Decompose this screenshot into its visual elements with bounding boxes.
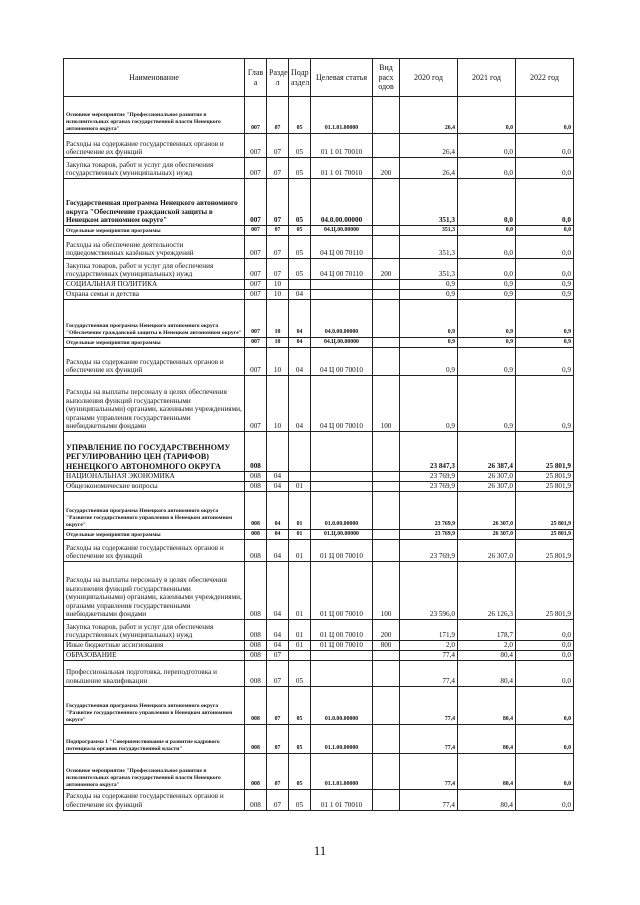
row-podrazdel (289, 280, 311, 290)
row-value-2020: 23 769,9 (400, 540, 458, 562)
row-razdel: 07 (267, 724, 289, 753)
header-target-article: Целевая статья (311, 59, 373, 97)
table-row (64, 236, 574, 259)
row-value-2022: 0,9 (516, 280, 574, 290)
row-name: Подпрограмма 1 "Совершенствование и развитие кадрового потенциала органов государственной власти" (64, 724, 245, 753)
row-value-2021: 80,4 (458, 753, 516, 789)
row-target-article (311, 650, 373, 660)
table-row (64, 226, 574, 236)
row-target-article: 04.0.00.00000 (311, 179, 373, 226)
row-value-2022: 0,0 (516, 660, 574, 686)
row-razdel: 07 (267, 158, 289, 179)
row-name: Основное мероприятие "Профессиональное развитие в исполнительных органах государственной власти Ненецкого автономного округа" (64, 753, 245, 789)
row-podrazdel: 05 (289, 753, 311, 789)
row-name: Отдельные мероприятия программы (64, 530, 245, 540)
row-podrazdel: 05 (289, 158, 311, 179)
row-glava: 008 (245, 650, 267, 660)
row-razdel: 07 (267, 650, 289, 660)
row-podrazdel: 01 (289, 492, 311, 530)
row-value-2021: 80,4 (458, 789, 516, 810)
row-glava: 008 (245, 530, 267, 540)
row-value-2021: 0,9 (458, 290, 516, 300)
row-podrazdel: 04 (289, 348, 311, 376)
row-target-article: 04 Ц 00 70010 (311, 348, 373, 376)
header-year-2020: 2020 год (400, 59, 458, 97)
row-target-article (311, 280, 373, 290)
row-value-2022: 0,0 (516, 753, 574, 789)
row-value-2020: 0,9 (400, 338, 458, 348)
row-target-article: 04.0.00.00000 (311, 300, 373, 338)
row-target-article: 01.1.01.00000 (311, 753, 373, 789)
row-podrazdel: 05 (289, 724, 311, 753)
row-target-article: 01.0.00.00000 (311, 492, 373, 530)
table-row (64, 660, 574, 686)
table-row (64, 530, 574, 540)
table-row (64, 280, 574, 290)
row-value-2021: 0,0 (458, 158, 516, 179)
row-razdel: 07 (267, 97, 289, 134)
row-name: Отдельные мероприятия программы (64, 226, 245, 236)
row-value-2020: 77,4 (400, 650, 458, 660)
row-target-article: 01 1 01 70010 (311, 789, 373, 810)
row-glava: 007 (245, 259, 267, 280)
row-value-2020: 23 769,9 (400, 472, 458, 482)
header-year-2022: 2022 год (516, 59, 574, 97)
row-value-2021: 26 307,0 (458, 540, 516, 562)
table-row (64, 338, 574, 348)
row-value-2020: 23 769,9 (400, 482, 458, 492)
row-razdel: 07 (267, 686, 289, 724)
row-name: Иные бюджетные ассигнования (64, 641, 245, 651)
row-razdel: 07 (267, 660, 289, 686)
row-value-2020: 0,9 (400, 300, 458, 338)
row-name: ОБРАЗОВАНИЕ (64, 650, 245, 660)
row-expense-type (373, 724, 400, 753)
table-row (64, 620, 574, 641)
row-name: Государственная программа Ненецкого автономного округа "Обеспечение гражданской защиты в Ненецком автономном округе" (64, 179, 245, 226)
row-name: Государственная программа Ненецкого автономного округа "Развитие государственного управления в Ненецком автономном округе" (64, 492, 245, 530)
row-value-2022: 0,0 (516, 134, 574, 158)
row-razdel: 04 (267, 562, 289, 620)
row-target-article: 01.Ц.00.00000 (311, 530, 373, 540)
row-value-2022: 25 801,9 (516, 472, 574, 482)
row-podrazdel: 01 (289, 562, 311, 620)
row-expense-type (373, 650, 400, 660)
row-glava: 008 (245, 753, 267, 789)
row-expense-type (373, 686, 400, 724)
row-razdel: 10 (267, 280, 289, 290)
row-value-2022: 0,0 (516, 158, 574, 179)
row-value-2022: 25 801,9 (516, 432, 574, 472)
row-value-2020: 2,0 (400, 641, 458, 651)
row-target-article: 01 Ц 00 70010 (311, 562, 373, 620)
row-target-article: 04 Ц 00 70110 (311, 236, 373, 259)
table-row (64, 686, 574, 724)
row-value-2022: 0,9 (516, 300, 574, 338)
row-podrazdel: 01 (289, 530, 311, 540)
row-target-article (311, 472, 373, 482)
row-value-2022: 0,9 (516, 290, 574, 300)
row-razdel: 10 (267, 338, 289, 348)
row-podrazdel: 01 (289, 482, 311, 492)
row-name: Закупка товаров, работ и услуг для обеспечения государственных (муниципальных) нужд (64, 259, 245, 280)
row-value-2022: 0,9 (516, 348, 574, 376)
row-value-2022: 25 801,9 (516, 482, 574, 492)
row-name: Профессиональная подготовка, переподготовка и повышение квалификации (64, 660, 245, 686)
row-value-2022: 0,9 (516, 338, 574, 348)
row-target-article: 01 1 01 70010 (311, 134, 373, 158)
row-expense-type: 100 (373, 376, 400, 432)
row-glava: 007 (245, 226, 267, 236)
row-value-2021: 0,0 (458, 179, 516, 226)
table-row (64, 290, 574, 300)
row-glava: 007 (245, 348, 267, 376)
row-razdel: 04 (267, 540, 289, 562)
row-value-2022: 25 801,9 (516, 562, 574, 620)
table-row (64, 348, 574, 376)
table-row (64, 179, 574, 226)
row-name: Отдельные мероприятия программы (64, 338, 245, 348)
table-row (64, 650, 574, 660)
row-podrazdel: 01 (289, 620, 311, 641)
row-razdel: 10 (267, 290, 289, 300)
row-glava: 007 (245, 179, 267, 226)
row-value-2020: 26,4 (400, 97, 458, 134)
row-target-article (311, 482, 373, 492)
row-name: Расходы на выплаты персоналу в целях обеспечения выполнения функций государственными (муниципальными) органами, казенными учреждениями, органами управления государственными внебюджетными фондами (64, 376, 245, 432)
header-glava: Глав а (245, 59, 267, 97)
row-value-2020: 77,4 (400, 789, 458, 810)
row-value-2020: 26,4 (400, 158, 458, 179)
row-razdel: 07 (267, 134, 289, 158)
row-razdel: 04 (267, 492, 289, 530)
row-podrazdel: 05 (289, 236, 311, 259)
row-razdel: 04 (267, 530, 289, 540)
row-razdel: 04 (267, 472, 289, 482)
row-expense-type (373, 348, 400, 376)
row-value-2020: 171,9 (400, 620, 458, 641)
table-row (64, 300, 574, 338)
row-name: УПРАВЛЕНИЕ ПО ГОСУДАРСТВЕННОМУ РЕГУЛИРОВАНИЮ ЦЕН (ТАРИФОВ) НЕНЕЦКОГО АВТОНОМНОГО ОКРУГА (64, 432, 245, 472)
row-name: Закупка товаров, работ и услуг для обеспечения государственных (муниципальных) нужд (64, 158, 245, 179)
table-row (64, 482, 574, 492)
row-glava: 008 (245, 492, 267, 530)
row-value-2021: 0,9 (458, 280, 516, 290)
table-row (64, 753, 574, 789)
row-value-2021: 80,4 (458, 660, 516, 686)
row-value-2022: 0,0 (516, 236, 574, 259)
row-expense-type (373, 660, 400, 686)
row-target-article: 04.Ц.00.00000 (311, 338, 373, 348)
row-name: Основное мероприятие "Профессиональное развитие в исполнительных органах государственной власти Ненецкого автономного округа" (64, 97, 245, 134)
row-value-2020: 0,9 (400, 348, 458, 376)
row-name: Расходы на содержание государственных органов и обеспечение их функций (64, 348, 245, 376)
row-value-2021: 26 387,4 (458, 432, 516, 472)
row-value-2020: 23 769,9 (400, 492, 458, 530)
row-value-2022: 0,0 (516, 641, 574, 651)
row-expense-type: 200 (373, 158, 400, 179)
row-podrazdel: 05 (289, 660, 311, 686)
row-name: Общеэкономические вопросы (64, 482, 245, 492)
row-name: Государственная программа Ненецкого автономного округа "Обеспечение гражданской защиты в Ненецком автономном округе" (64, 300, 245, 338)
row-glava: 008 (245, 724, 267, 753)
row-value-2021: 178,7 (458, 620, 516, 641)
row-value-2021: 26 126,3 (458, 562, 516, 620)
row-name: Расходы на выплаты персоналу в целях обеспечения выполнения функций государственными (муниципальными) органами, казенными учреждениями, органами управления государственными внебюджетными фондами (64, 562, 245, 620)
row-glava: 008 (245, 562, 267, 620)
row-razdel: 10 (267, 300, 289, 338)
row-value-2022: 0,0 (516, 226, 574, 236)
row-target-article: 01.1.01.00000 (311, 97, 373, 134)
row-target-article: 04.Ц.00.00000 (311, 226, 373, 236)
row-glava: 007 (245, 290, 267, 300)
row-value-2022: 0,0 (516, 620, 574, 641)
row-target-article (311, 432, 373, 472)
row-value-2020: 351,3 (400, 236, 458, 259)
row-glava: 007 (245, 134, 267, 158)
row-value-2022: 0,0 (516, 724, 574, 753)
row-expense-type (373, 432, 400, 472)
budget-table-sheet (63, 58, 573, 811)
table-row (64, 540, 574, 562)
row-value-2022: 25 801,9 (516, 492, 574, 530)
row-name: СОЦИАЛЬНАЯ ПОЛИТИКА (64, 280, 245, 290)
row-expense-type: 200 (373, 259, 400, 280)
row-name: Охрана семьи и детства (64, 290, 245, 300)
row-name: НАЦИОНАЛЬНАЯ ЭКОНОМИКА (64, 472, 245, 482)
row-razdel (267, 432, 289, 472)
table-row (64, 259, 574, 280)
row-glava: 008 (245, 789, 267, 810)
table-row (64, 376, 574, 432)
row-name: Расходы на содержание государственных органов и обеспечение их функций (64, 540, 245, 562)
row-podrazdel (289, 650, 311, 660)
row-value-2021: 2,0 (458, 641, 516, 651)
row-value-2022: 0,9 (516, 376, 574, 432)
row-expense-type (373, 789, 400, 810)
row-value-2022: 25 801,9 (516, 540, 574, 562)
table-row (64, 432, 574, 472)
row-value-2021: 0,9 (458, 376, 516, 432)
row-value-2021: 0,0 (458, 97, 516, 134)
row-value-2020: 0,9 (400, 290, 458, 300)
table-row (64, 562, 574, 620)
row-value-2022: 25 801,9 (516, 530, 574, 540)
row-podrazdel: 01 (289, 540, 311, 562)
row-glava: 007 (245, 338, 267, 348)
row-podrazdel: 04 (289, 338, 311, 348)
row-podrazdel: 05 (289, 134, 311, 158)
row-razdel: 10 (267, 376, 289, 432)
row-target-article: 01 Ц 00 70010 (311, 641, 373, 651)
table-row (64, 134, 574, 158)
row-value-2021: 0,9 (458, 338, 516, 348)
row-expense-type (373, 472, 400, 482)
row-value-2022: 0,0 (516, 179, 574, 226)
row-value-2021: 80,4 (458, 650, 516, 660)
row-podrazdel: 05 (289, 686, 311, 724)
header-podrazdel: Подр аздел (289, 59, 311, 97)
row-value-2020: 23 847,3 (400, 432, 458, 472)
table-row (64, 97, 574, 134)
row-expense-type (373, 530, 400, 540)
row-value-2021: 26 307,0 (458, 472, 516, 482)
row-podrazdel: 04 (289, 376, 311, 432)
row-podrazdel: 04 (289, 290, 311, 300)
row-value-2022: 0,0 (516, 650, 574, 660)
row-name: Расходы на обеспечение деятельности подведомственных казённых учреждений (64, 236, 245, 259)
row-value-2020: 0,9 (400, 376, 458, 432)
row-razdel: 07 (267, 259, 289, 280)
row-razdel: 07 (267, 753, 289, 789)
row-glava: 007 (245, 280, 267, 290)
row-podrazdel (289, 432, 311, 472)
header-expense-type: Вид расх одов (373, 59, 400, 97)
row-razdel: 04 (267, 641, 289, 651)
row-value-2020: 77,4 (400, 724, 458, 753)
row-podrazdel (289, 472, 311, 482)
row-expense-type (373, 753, 400, 789)
row-expense-type (373, 482, 400, 492)
row-glava: 007 (245, 158, 267, 179)
row-target-article (311, 290, 373, 300)
row-glava: 008 (245, 660, 267, 686)
row-expense-type (373, 290, 400, 300)
row-expense-type: 200 (373, 620, 400, 641)
table-header-row (64, 59, 574, 97)
row-value-2021: 0,0 (458, 259, 516, 280)
header-year-2021: 2021 год (458, 59, 516, 97)
row-razdel: 07 (267, 179, 289, 226)
row-value-2020: 23 596,0 (400, 562, 458, 620)
row-target-article (311, 660, 373, 686)
row-razdel: 04 (267, 482, 289, 492)
row-target-article: 04 Ц 00 70010 (311, 376, 373, 432)
row-value-2021: 26 307,0 (458, 492, 516, 530)
row-value-2020: 77,4 (400, 753, 458, 789)
header-name: Наименование (64, 59, 245, 97)
row-expense-type (373, 236, 400, 259)
row-value-2020: 77,4 (400, 686, 458, 724)
row-expense-type (373, 97, 400, 134)
row-value-2020: 77,4 (400, 660, 458, 686)
row-expense-type (373, 179, 400, 226)
table-row (64, 641, 574, 651)
row-target-article: 01 Ц 00 70010 (311, 540, 373, 562)
row-razdel: 07 (267, 789, 289, 810)
row-target-article: 01 Ц 00 70010 (311, 620, 373, 641)
row-value-2020: 0,9 (400, 280, 458, 290)
row-glava: 007 (245, 97, 267, 134)
row-value-2021: 0,9 (458, 300, 516, 338)
row-podrazdel: 05 (289, 789, 311, 810)
row-glava: 008 (245, 540, 267, 562)
row-expense-type (373, 338, 400, 348)
row-value-2020: 26,4 (400, 134, 458, 158)
table-row (64, 492, 574, 530)
row-expense-type (373, 226, 400, 236)
row-value-2022: 0,0 (516, 686, 574, 724)
budget-table (63, 58, 574, 811)
row-target-article: 01.1.00.00000 (311, 724, 373, 753)
row-razdel: 07 (267, 236, 289, 259)
row-glava: 008 (245, 641, 267, 651)
row-glava: 008 (245, 482, 267, 492)
row-expense-type (373, 492, 400, 530)
row-expense-type (373, 540, 400, 562)
row-name: Закупка товаров, работ и услуг для обеспечения государственных (муниципальных) нужд (64, 620, 245, 641)
row-target-article: 01.0.00.00000 (311, 686, 373, 724)
row-podrazdel: 05 (289, 226, 311, 236)
row-value-2020: 351,3 (400, 179, 458, 226)
row-value-2020: 351,3 (400, 226, 458, 236)
row-target-article: 01 1 01 70010 (311, 158, 373, 179)
row-value-2021: 0,0 (458, 236, 516, 259)
row-glava: 007 (245, 300, 267, 338)
row-glava: 007 (245, 236, 267, 259)
row-podrazdel: 05 (289, 259, 311, 280)
row-value-2022: 0,0 (516, 97, 574, 134)
row-razdel: 04 (267, 620, 289, 641)
row-value-2021: 80,4 (458, 686, 516, 724)
row-expense-type (373, 300, 400, 338)
row-value-2022: 0,0 (516, 789, 574, 810)
row-podrazdel: 05 (289, 179, 311, 226)
table-row (64, 724, 574, 753)
row-razdel: 10 (267, 348, 289, 376)
row-target-article: 04 Ц 00 70110 (311, 259, 373, 280)
row-podrazdel: 05 (289, 97, 311, 134)
row-expense-type (373, 280, 400, 290)
row-name: Государственная программа Ненецкого автономного округа "Развитие государственного управления в Ненецком автономном округе" (64, 686, 245, 724)
row-value-2022: 0,0 (516, 259, 574, 280)
row-podrazdel: 01 (289, 641, 311, 651)
table-row (64, 158, 574, 179)
row-value-2020: 23 769,9 (400, 530, 458, 540)
row-glava: 008 (245, 472, 267, 482)
row-glava: 007 (245, 376, 267, 432)
row-glava: 008 (245, 620, 267, 641)
row-value-2021: 80,4 (458, 724, 516, 753)
row-expense-type: 100 (373, 562, 400, 620)
row-razdel: 07 (267, 226, 289, 236)
table-row (64, 789, 574, 810)
row-name: Расходы на содержание государственных органов и обеспечение их функций (64, 134, 245, 158)
header-razdel: Разде л (267, 59, 289, 97)
row-value-2021: 0,0 (458, 226, 516, 236)
row-expense-type: 800 (373, 641, 400, 651)
row-value-2021: 0,0 (458, 134, 516, 158)
page-number: 11 (313, 843, 327, 858)
row-value-2021: 0,9 (458, 348, 516, 376)
row-value-2021: 26 307,0 (458, 530, 516, 540)
row-value-2021: 26 307,0 (458, 482, 516, 492)
table-row (64, 472, 574, 482)
row-name: Расходы на содержание государственных органов и обеспечение их функций (64, 789, 245, 810)
row-glava: 008 (245, 432, 267, 472)
row-expense-type (373, 134, 400, 158)
row-podrazdel: 04 (289, 300, 311, 338)
row-value-2020: 351,3 (400, 259, 458, 280)
table-body (64, 97, 574, 811)
row-glava: 008 (245, 686, 267, 724)
